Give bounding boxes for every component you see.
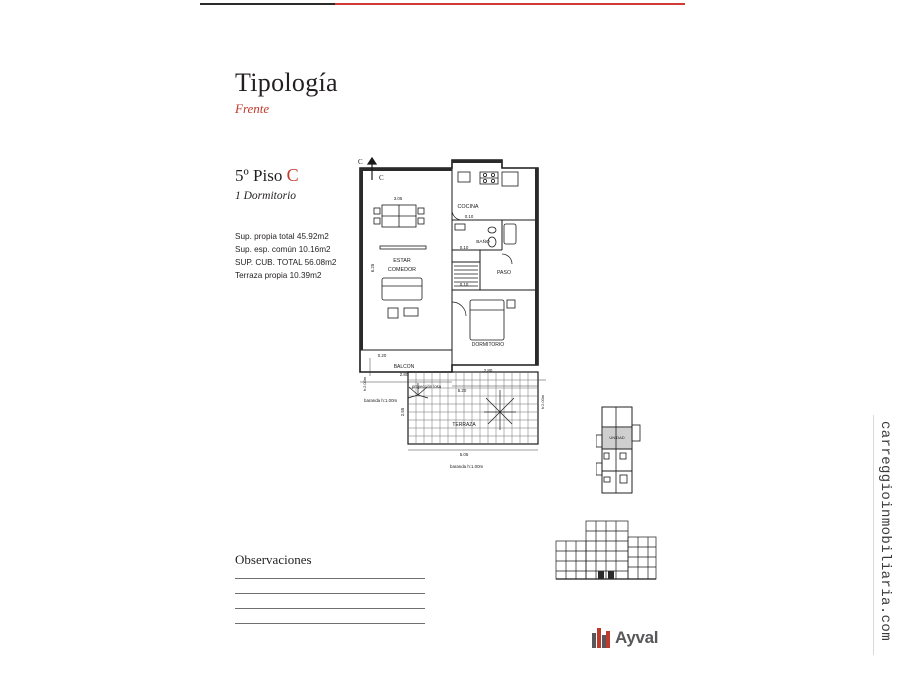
observations-lines bbox=[235, 578, 425, 638]
observation-line bbox=[235, 623, 425, 624]
dimension-label: 5.05 bbox=[459, 452, 469, 457]
dimension-label: h:2.00m bbox=[362, 376, 367, 392]
room-label: TERRAZA bbox=[452, 422, 476, 428]
room-label: BALCON bbox=[393, 364, 415, 370]
room-label: PASO bbox=[496, 270, 512, 276]
brand-logo bbox=[592, 628, 658, 648]
floor-label bbox=[235, 165, 299, 186]
room-label: COMEDOR bbox=[387, 267, 417, 273]
room-label: BAÑO bbox=[476, 240, 490, 245]
observation-line bbox=[235, 608, 425, 609]
key-plan bbox=[596, 405, 646, 495]
top-rule-red bbox=[335, 3, 685, 5]
page-subtitle: Frente bbox=[235, 101, 270, 116]
watermark-text: carreggioinmobiliaria.com bbox=[877, 421, 893, 642]
room-label: COCINA bbox=[457, 204, 479, 210]
area-item: Terraza propia 10.39m2 bbox=[235, 271, 322, 280]
section-mark: C bbox=[358, 158, 363, 166]
area-item: Sup. propia total 45.92m2 bbox=[235, 232, 329, 241]
brand-name: Ayval bbox=[615, 628, 659, 647]
dimension-label: 0.10 bbox=[459, 245, 469, 250]
unit-letter: C bbox=[286, 165, 299, 185]
watermark bbox=[873, 415, 898, 655]
page-title: Tipología bbox=[235, 68, 338, 97]
dimension-label: 2.55 bbox=[400, 407, 405, 417]
room-label: ESTAR bbox=[393, 258, 411, 264]
top-rule-dark bbox=[200, 3, 335, 5]
dimension-label: 0.10 bbox=[464, 214, 474, 219]
keyplan-unit-label: UNIDAD bbox=[609, 435, 625, 440]
section-mark: C bbox=[379, 174, 384, 182]
rooms-label: 1 Dormitorio bbox=[235, 190, 297, 202]
note-label: baranda h:1.00m bbox=[450, 464, 484, 469]
observation-line bbox=[235, 593, 425, 594]
note-label: proyección losa bbox=[412, 384, 442, 389]
dimension-label: 6.25 bbox=[370, 263, 375, 273]
dimension-label: 0.20 bbox=[377, 353, 387, 358]
dimension-label: 5.20 bbox=[457, 388, 467, 393]
area-item: SUP. CUB. TOTAL 56.08m2 bbox=[235, 258, 337, 267]
areas-list bbox=[235, 230, 336, 282]
ayval-mark-icon bbox=[592, 628, 610, 648]
dimension-label: h:2.00m bbox=[540, 394, 545, 410]
observations-title: Observaciones bbox=[235, 552, 312, 567]
dimension-label: 2.80 bbox=[399, 372, 409, 377]
dimension-label: 2.80 bbox=[483, 368, 493, 373]
note-label: baranda h:1.00m bbox=[364, 398, 398, 403]
dimension-label: 0.10 bbox=[459, 282, 469, 287]
floor-plan bbox=[352, 150, 562, 480]
building-elevation bbox=[552, 515, 660, 583]
observation-line bbox=[235, 578, 425, 579]
area-item: Sup. esp. común 10.16m2 bbox=[235, 245, 331, 254]
dimension-label: 3.05 bbox=[393, 196, 403, 201]
floor-text: 5º Piso bbox=[235, 166, 287, 185]
room-label: DORMITORIO bbox=[471, 342, 505, 348]
